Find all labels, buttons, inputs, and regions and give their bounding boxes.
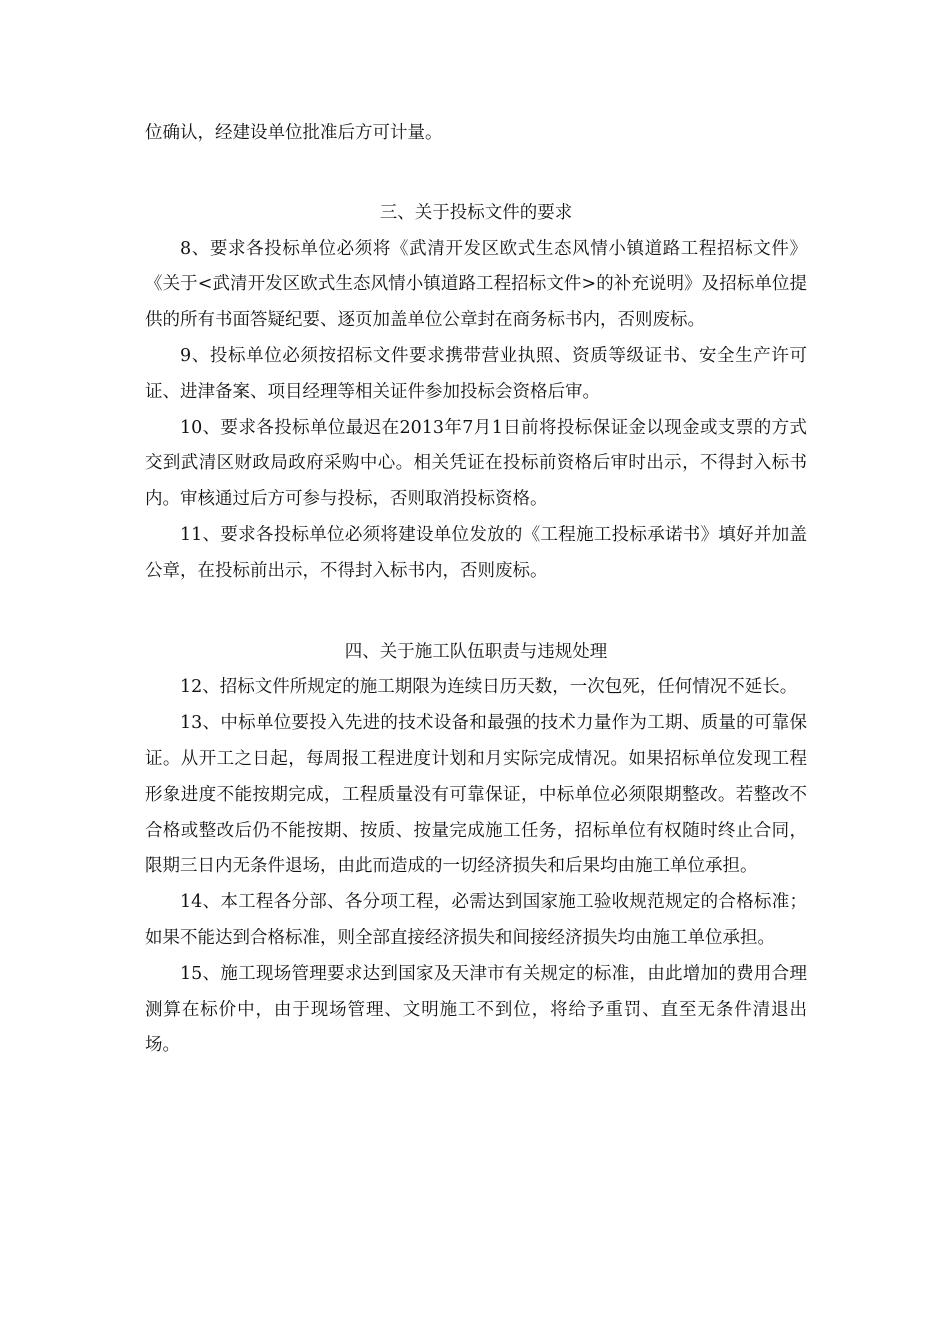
section-spacer <box>145 590 807 635</box>
section-heading-4: 四、关于施工队伍职责与违规处理 <box>344 641 608 662</box>
clause-14: 14、本工程各分部、各分项工程，必需达到国家施工验收规范规定的合格标准；如果不能达到合格标准，则全部直接经济损失和间接经济损失均由施工单位承担。 <box>145 892 807 948</box>
continued-paragraph: 位确认，经建设单位批准后方可计量。 <box>145 123 443 143</box>
clause-15: 15、施工现场管理要求达到国家及天津市有关规定的标准，由此增加的费用合理测算在标价中，由于现场管理、文明施工不到位，将给予重罚、直至无条件清退出场。 <box>145 963 807 1056</box>
clause-12: 12、招标文件所规定的施工期限为连续日历天数，一次包死，任何情况不延长。 <box>180 677 798 698</box>
clause-9: 9、投标单位必须按招标文件要求携带营业执照、资质等级证书、安全生产许可证、进津备案、项目经理等相关证件参加投标会资格后审。 <box>145 345 807 402</box>
clause-11: 11、要求各投标单位必须将建设单位发放的《工程施工投标承诺书》填好并加盖公章，在投标前出示，不得封入标书内，否则废标。 <box>145 524 807 581</box>
clause-13: 13、中标单位要投入先进的技术设备和最强的技术力量作为工期、质量的可靠保证。从开工之日起，每周报工程进度计划和月实际完成情况。如果招标单位发现工程形象进度不能按期完成，工程质量没有可靠保证，中标单位必须限期整改。若整改不合格或整改后仍不能按期、按质、按量完成施工任务，招标单位有权随时终止合同，限期三日内无条件退场，由此而造成的一切经济损失和后果均由施工单位承担。 <box>145 713 807 877</box>
clause-10: 10、要求各投标单位最迟在2013年7月1日前将投标保证金以现金或支票的方式交到武清区财政局政府采购中心。相关凭证在投标前资格后审时出示，不得封入标书内。审核通过后方可参与投标，否则取消投标资格。 <box>145 417 807 510</box>
document-body <box>145 116 807 1064</box>
section-spacer <box>145 152 807 196</box>
section-heading-3: 三、关于投标文件的要求 <box>379 202 573 223</box>
clause-8: 8、要求各投标单位必须将《武清开发区欧式生态风情小镇道路工程招标文件》《关于<武清开发区欧式生态风情小镇道路工程招标文件>的补充说明》及招标单位提供的所有书面答疑纪要、逐页加盖单位公章封在商务标书内，否则废标。 <box>145 238 807 331</box>
